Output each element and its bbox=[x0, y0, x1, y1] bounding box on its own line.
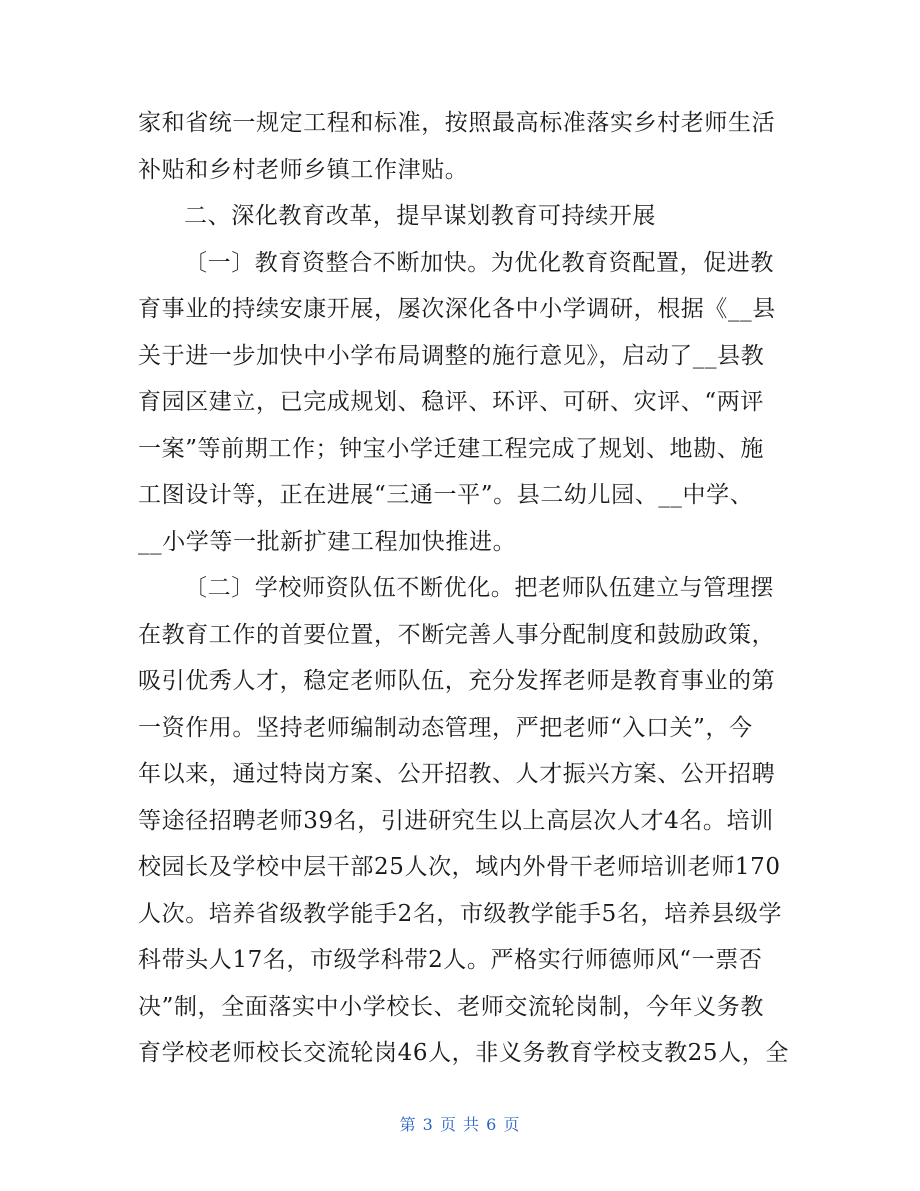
text-line: 吸引优秀人才，稳定老师队伍，充分发挥老师是教育事业的第 bbox=[138, 668, 776, 694]
text-line: 〔二〕学校师资队伍不断优化。把老师队伍建立与管理摆 bbox=[184, 575, 774, 601]
text-line: 年以来，通过特岗方案、公开招教、人才振兴方案、公开招聘 bbox=[138, 761, 776, 787]
document-body bbox=[138, 100, 789, 1077]
text-line: 〔一〕教育资整合不断加快。为优化教育资配置，促进教 bbox=[184, 249, 774, 276]
text-line: 工图设计等，正在进展“三通一平”。县二幼儿园、__中学、 bbox=[138, 482, 754, 508]
text-line: 校园长及学校中层干部25人次，域内外骨干老师培训老师170 bbox=[138, 854, 781, 880]
text-line: 一案”等前期工作；钟宝小学迁建工程完成了规划、地勘、施 bbox=[138, 435, 764, 462]
text-line: 补贴和乡村老师乡镇工作津贴。 bbox=[138, 156, 469, 183]
text-line: 育园区建立，已完成规划、稳评、环评、可研、灾评、“两评 bbox=[138, 389, 764, 415]
text-line: __小学等一批新扩建工程加快推进。 bbox=[138, 528, 517, 555]
text-line: 育事业的持续安康开展，屡次深化各中小学调研，根据《__县 bbox=[138, 296, 776, 322]
text-line: 在教育工作的首要位置，不断完善人事分配制度和鼓励政策， bbox=[138, 621, 776, 648]
text-line: 等途径招聘老师39名，引进研究生以上高层次人才4名。培训 bbox=[138, 807, 774, 834]
text-line: 关于进一步加快中小学布局调整的施行意见》，启动了__县教 bbox=[138, 342, 765, 369]
text-line: 育学校老师校长交流轮岗46人，非义务教育学校支教25人，全 bbox=[138, 1040, 789, 1066]
text-line: 家和省统一规定工程和标准，按照最高标准落实乡村老师生活 bbox=[138, 110, 776, 136]
text-line: 人次。培养省级教学能手2名，市级教学能手5名，培养县级学 bbox=[138, 900, 783, 927]
page-number-footer: 第 3 页 共 6 页 bbox=[399, 1115, 521, 1134]
text-line: 一资作用。坚持老师编制动态管理，严把老师“入口关”，今 bbox=[138, 714, 753, 741]
text-line: 科带头人17名，市级学科带2人。严格实行师德师风“一票否 bbox=[138, 947, 763, 973]
text-line: 二、深化教育改革，提早谋划教育可持续开展 bbox=[184, 203, 656, 229]
text-line: 决”制，全面落实中小学校长、老师交流轮岗制，今年义务教 bbox=[138, 993, 764, 1020]
